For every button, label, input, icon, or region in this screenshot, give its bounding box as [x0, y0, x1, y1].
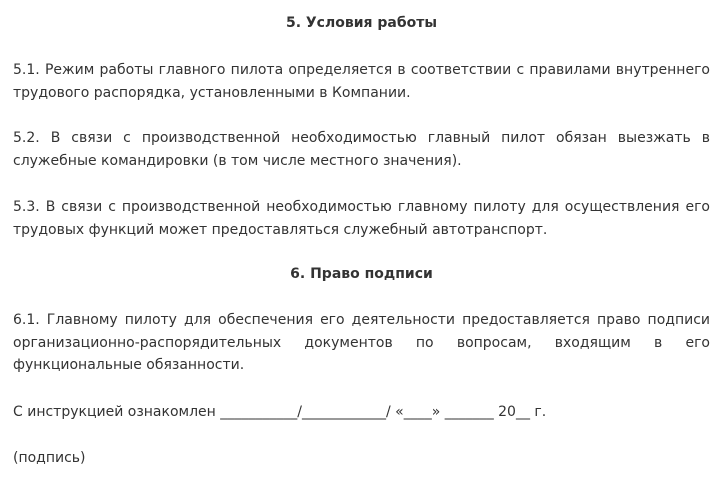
acknowledgement-line: С инструкцией ознакомлен ___________/____________/ «____» _______ 20__ г.	[13, 404, 547, 420]
clause-5-2: 5.2. В связи с производственной необходимостью главный пилот обязан выезжать в служебные командировки (в том числе местного значения).	[13, 130, 710, 169]
clause-5-3: 5.3. В связи с производственной необходимостью главному пилоту для осуществления его трудовых функций может предоставляться служебный автотранспорт.	[13, 199, 710, 238]
section-6-title: 6. Право подписи	[290, 266, 433, 282]
clause-5-1: 5.1. Режим работы главного пилота определяется в соответствии с правилами внутреннего трудового распорядка, установленными в Компании.	[13, 62, 710, 101]
signature-label: (подпись)	[13, 450, 86, 466]
section-5-title: 5. Условия работы	[285, 15, 438, 31]
clause-6-1: 6.1. Главному пилоту для обеспечения его деятельности предоставляется право подписи организационно-распорядительных документов по вопросам, входящим в его функциональные обязанности.	[13, 312, 710, 373]
